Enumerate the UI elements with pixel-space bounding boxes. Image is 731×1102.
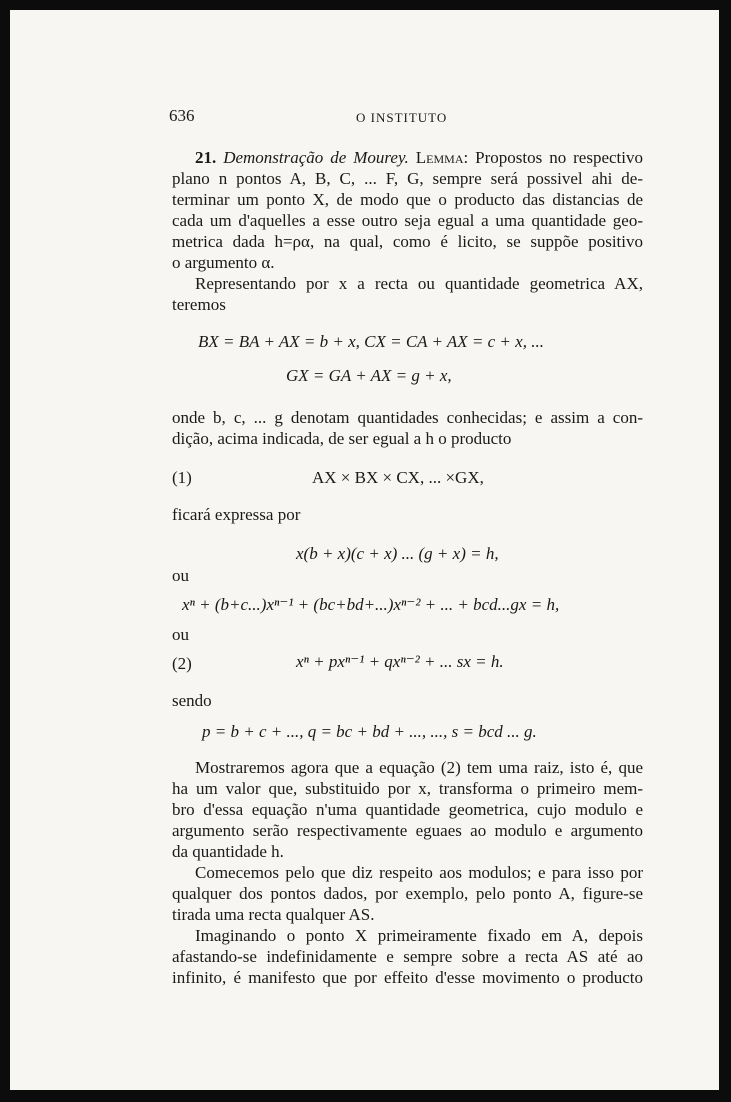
paragraph-line: Comecemos pelo que diz respeito aos modulos; e para isso por (195, 863, 643, 882)
paragraph-line: Mostraremos agora que a equação (2) tem uma raiz, isto é, que (195, 758, 643, 777)
paragraph-line: Representando por x a recta ou quantidade geometrica AX, (195, 274, 643, 293)
equation-expanded: xⁿ + (b+c...)xⁿ⁻¹ + (bc+bd+...)xⁿ⁻² + ... + bcd...gx = h, (182, 595, 560, 614)
equation-label-1: (1) (172, 468, 192, 487)
equation-polynomial: xⁿ + pxⁿ⁻¹ + qxⁿ⁻² + ... sx = h. (296, 652, 504, 671)
paragraph-line (195, 148, 643, 168)
paragraph-line: infinito, é manifesto que por effeito d'esse movimento o producto (172, 968, 643, 987)
paragraph-line: terminar um ponto X, de modo que o producto das distancias de (172, 190, 643, 209)
equation-gx: GX = GA + AX = g + x, (286, 366, 452, 385)
section-number: 21. (195, 148, 217, 167)
paragraph-line: Imaginando o ponto X primeiramente fixado em A, depois (195, 926, 643, 945)
running-title: O INSTITUTO (356, 110, 448, 125)
paragraph-line: o argumento α. (172, 253, 275, 272)
paragraph-line: argumento serão respectivamente eguaes ao modulo e argumento (172, 821, 643, 840)
paragraph-line: cada um d'aquelles a esse outro seja egual a uma quantidade geo- (172, 211, 643, 230)
paragraph-line: onde b, c, ... g denotam quantidades conhecidas; e assim a con- (172, 408, 643, 427)
paragraph-line: plano n pontos A, B, C, ... F, G, sempre será possivel ahi de- (172, 169, 643, 188)
page-number: 636 (169, 106, 195, 125)
paragraph-line: ha um valor que, substituido por x, transforma o primeiro mem- (172, 779, 643, 798)
paragraph-line: qualquer dos pontos dados, por exemplo, pelo ponto A, figure-se (172, 884, 643, 903)
equation-label-2: (2) (172, 654, 192, 673)
paragraph-line: teremos (172, 295, 226, 314)
paragraph-line: sendo (172, 691, 212, 710)
paragraph-line: tirada uma recta qualquer AS. (172, 905, 375, 924)
equation-bx-cx: BX = BA + AX = b + x, CX = CA + AX = c + x, ... (198, 332, 544, 351)
paragraph-line: bro d'essa equação n'uma quantidade geometrica, cujo modulo e (172, 800, 643, 819)
equation-coefficients: p = b + c + ..., q = bc + bd + ..., ..., s = bcd ... g. (202, 722, 537, 741)
equation-product: AX × BX × CX, ... ×GX, (312, 468, 484, 487)
conjunction-ou: ou (172, 566, 189, 585)
equation-factored: x(b + x)(c + x) ... (g + x) = h, (296, 544, 499, 563)
lemma-label: Lemma (415, 148, 464, 167)
paragraph-line: metrica dada h=ρα, na qual, como é licito, se suppõe positivo (172, 232, 643, 251)
conjunction-ou: ou (172, 625, 189, 644)
lemma-text: : Propostos no respectivo (463, 148, 644, 167)
paragraph-line: da quantidade h. (172, 842, 284, 861)
book-page (10, 10, 719, 1090)
section-title: Demonstração de Mourey. (223, 148, 409, 167)
paragraph-line: afastando-se indefinidamente e sempre sobre a recta AS até ao (172, 947, 643, 966)
paragraph-line: ficará expressa por (172, 505, 301, 524)
page-content (10, 10, 719, 1090)
paragraph-line: dição, acima indicada, de ser egual a h o producto (172, 429, 512, 448)
